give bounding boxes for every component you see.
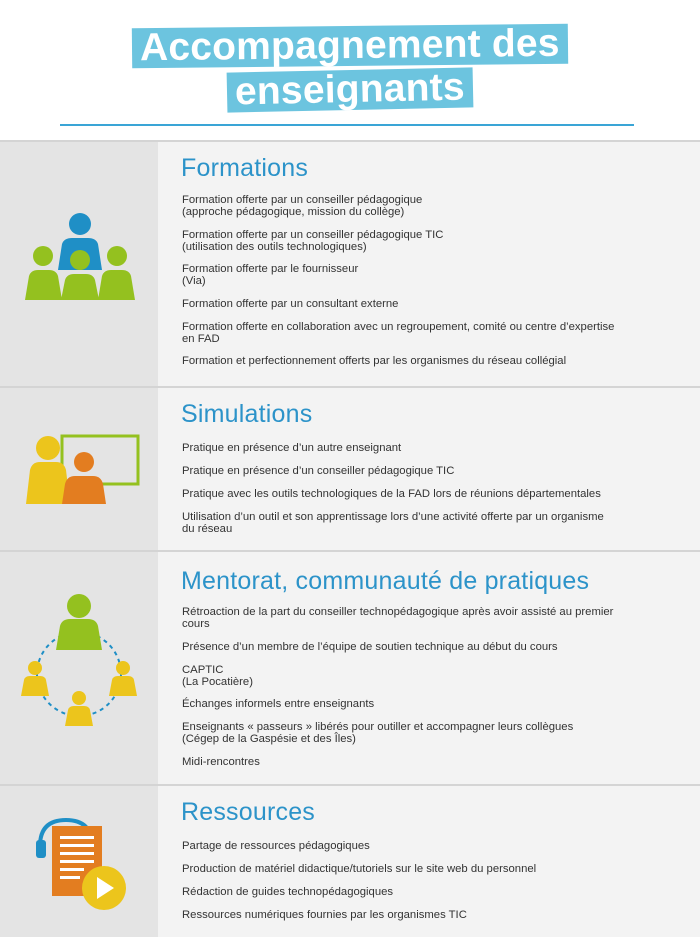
item-text: Rétroaction de la part du conseiller technopédagogique après avoir assisté au premier cours: [182, 606, 614, 630]
list-item: [182, 442, 401, 454]
list-item: [182, 886, 393, 898]
title-line-2: enseignants: [227, 67, 474, 112]
section-formations: [0, 140, 700, 386]
list-item: [182, 465, 454, 477]
section-heading: Formations: [181, 154, 309, 182]
item-text: Rédaction de guides technopédagogiques: [182, 886, 394, 898]
item-text: Pratique en présence d’un autre enseignant: [182, 442, 402, 454]
item-text: Formation offerte par un conseiller pédagogique TIC: [182, 229, 444, 241]
section-simulations: [0, 386, 700, 550]
list-item: [182, 664, 253, 688]
list-item: [182, 488, 601, 500]
mentor-circle-icon: [18, 592, 140, 728]
section-content: [158, 388, 700, 550]
header-divider: [60, 124, 634, 126]
item-text: Pratique en présence d’un conseiller pédagogique TIC: [182, 465, 455, 477]
header: [0, 0, 700, 140]
list-item: [182, 909, 467, 921]
item-subtext: (utilisation des outils technologiques): [182, 241, 367, 253]
item-text: CAPTIC: [182, 664, 224, 676]
item-text: Formation offerte en collaboration avec un regroupement, comité ou centre d’expertise en FAD: [182, 321, 615, 345]
list-item: [182, 606, 622, 630]
section-heading: Simulations: [181, 400, 313, 428]
item-text: Échanges informels entre enseignants: [182, 698, 375, 710]
list-item: [182, 721, 573, 745]
item-text: Midi-rencontres: [182, 756, 260, 768]
item-text: Enseignants « passeurs » libérés pour outiller et accompagner leurs collègues: [182, 721, 574, 733]
list-item: [182, 641, 558, 653]
item-text: Pratique avec les outils technologiques de la FAD lors de réunions départementales: [182, 488, 601, 500]
item-text: Formation offerte par le fournisseur: [182, 263, 359, 275]
item-text: Production de matériel didactique/tutoriels sur le site web du personnel: [182, 863, 537, 875]
section-heading: Mentorat, communauté de pratiques: [181, 567, 590, 595]
section-content: [158, 142, 700, 386]
section-content: [158, 786, 700, 937]
item-subtext: (approche pédagogique, mission du collège): [182, 206, 405, 218]
headphones-document-play-icon: [34, 816, 134, 916]
list-item: [182, 511, 612, 535]
item-subtext: (Via): [182, 275, 206, 287]
list-item: [182, 194, 422, 218]
section-mentorat: [0, 550, 700, 784]
item-text: Utilisation d’un outil et son apprentissage lors d’une activité offerte par un organisme du réseau: [182, 511, 604, 535]
section-heading: Ressources: [181, 798, 315, 826]
page-title: [0, 21, 700, 114]
section-icon-panel: [0, 552, 158, 784]
section-icon-panel: [0, 388, 158, 550]
item-text: Ressources numériques fournies par les organismes TIC: [182, 909, 467, 921]
section-icon-panel: [0, 786, 158, 937]
item-subtext: (Cégep de la Gaspésie et des Îles): [182, 733, 356, 745]
item-text: Formation et perfectionnement offerts par les organismes du réseau collégial: [182, 355, 567, 367]
item-text: Formation offerte par un conseiller pédagogique: [182, 194, 423, 206]
list-item: [182, 756, 260, 768]
title-line-1: Accompagnement des: [132, 24, 568, 69]
group-presentation-icon: [22, 210, 138, 302]
list-item: [182, 355, 566, 367]
list-item: [182, 698, 374, 710]
item-text: Formation offerte par un consultant externe: [182, 298, 399, 310]
list-item: [182, 229, 443, 253]
list-item: [182, 863, 536, 875]
list-item: [182, 321, 622, 345]
item-subtext: (La Pocatière): [182, 676, 253, 688]
whiteboard-people-icon: [24, 432, 142, 508]
item-text: Présence d’un membre de l’équipe de soutien technique au début du cours: [182, 641, 558, 653]
list-item: [182, 298, 398, 310]
list-item: [182, 840, 370, 852]
section-content: [158, 552, 700, 784]
item-text: Partage de ressources pédagogiques: [182, 840, 370, 852]
list-item: [182, 263, 358, 287]
section-icon-panel: [0, 142, 158, 386]
section-ressources: [0, 784, 700, 937]
